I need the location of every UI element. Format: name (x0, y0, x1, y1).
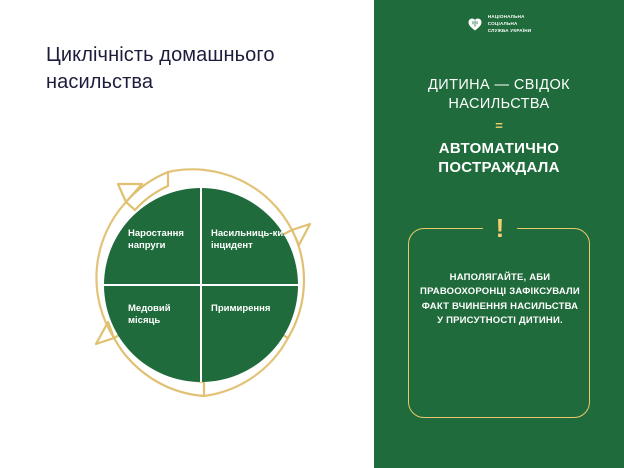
cycle-quadrant-label: Насильниць-кий інцидент (211, 228, 289, 251)
cycle-diagram (56, 140, 346, 430)
cycle-quadrant-incident (201, 188, 298, 285)
logo-text-line2: СОЦІАЛЬНА (487, 20, 518, 26)
cycle-quadrant-label: Наростання напруги (128, 228, 184, 251)
logo-text-line3: СЛУЖБА УКРАЇНИ (487, 27, 532, 33)
page-title: Циклічність домашнього насильства (46, 44, 275, 93)
headline-line-1: ДИТИНА — СВІДОК НАСИЛЬСТВА (428, 77, 570, 112)
callout-text: НАПОЛЯГАЙТЕ, АБИ ПРАВООХОРОНЦІ ЗАФІКСУВАЛИ ФАКТ ВЧИНЕННЯ НАСИЛЬСТВА У ПРИСУТНОСТІ ДИТИНИ. (420, 272, 580, 326)
right-panel (374, 0, 624, 468)
disc-horizontal-divider (104, 284, 298, 286)
logo-text (488, 14, 531, 35)
callout-box (408, 213, 590, 418)
headline-line-2: АВТОМАТИЧНО ПОСТРАЖДАЛА (438, 139, 560, 177)
cycle-quadrant-honeymoon (104, 285, 201, 382)
cycle-quadrant-label: Примирення (211, 303, 271, 314)
heart-trident-logo-icon (467, 16, 483, 32)
logo-text-line1: НАЦІОНАЛЬНА (487, 14, 525, 19)
cycle-quadrant-tension (104, 188, 201, 285)
cycle-quadrant-reconciliation (201, 285, 298, 382)
headline-equals-sign: = (495, 117, 503, 133)
organization-logo (374, 14, 624, 35)
cycle-quadrant-label: Медовий місяць (128, 303, 171, 326)
headline-block (390, 76, 608, 178)
cycle-disc (104, 188, 298, 382)
exclamation-icon: ! (495, 213, 505, 243)
